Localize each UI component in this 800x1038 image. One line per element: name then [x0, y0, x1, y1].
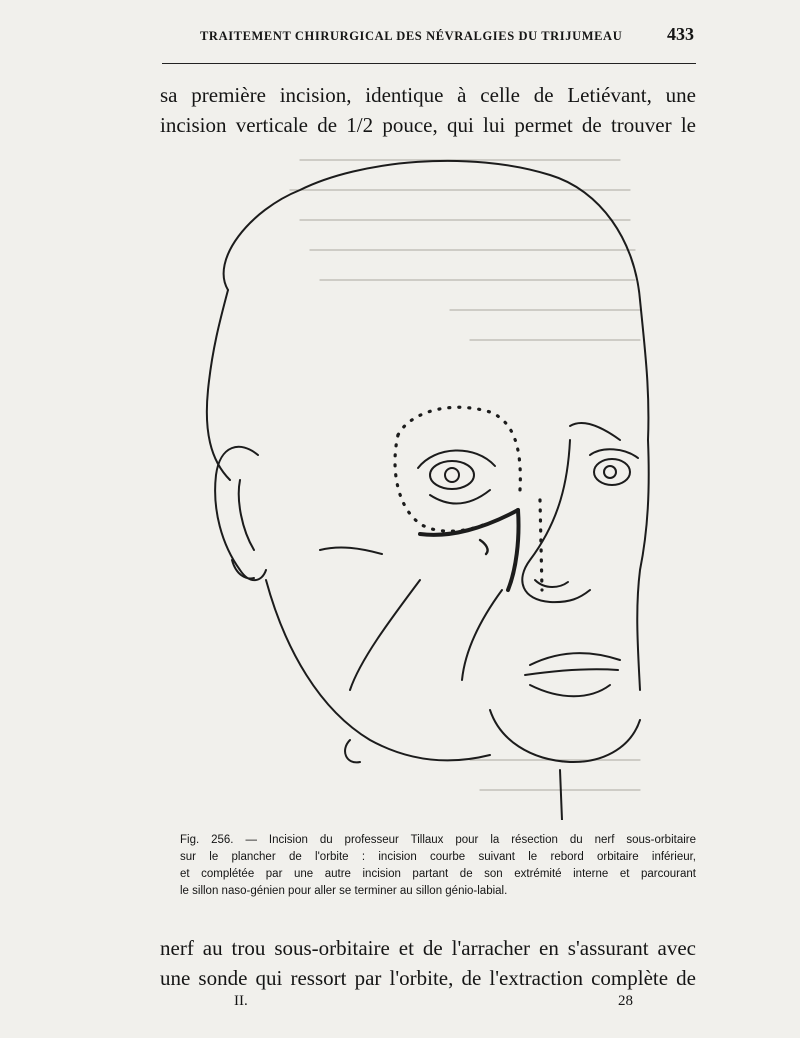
caption-line: Fig. 256. — Incision du professeur Tillaux pour la résection du nerf sous-orbitaire	[180, 834, 696, 846]
nose-bridge	[522, 440, 590, 602]
figure-caption	[180, 832, 696, 900]
face-drawing	[150, 150, 670, 820]
infraorbital-foramen	[480, 540, 488, 554]
jaw-line	[266, 580, 490, 760]
text-line: nerf au trou sous-orbitaire et de l'arracher en s'assurant avec	[160, 936, 696, 960]
incision-nasogenian	[508, 510, 519, 590]
running-title: TRAITEMENT CHIRURGICAL DES NÉVRALGIES DU TRIJUMEAU	[200, 29, 623, 43]
signature-number: 28	[618, 993, 633, 1009]
figure-illustration	[150, 150, 670, 820]
text-line: incision verticale de 1/2 pouce, qui lui permet de trouver le	[160, 113, 696, 137]
iris-near	[445, 468, 459, 482]
eye-far	[594, 459, 630, 485]
caption-line: le sillon naso-génien pour aller se terminer au sillon génio-labial.	[180, 885, 508, 897]
temple-line	[320, 547, 382, 554]
eye-far-lid	[590, 449, 638, 458]
naso-labial	[462, 590, 502, 680]
incision-orbital	[420, 510, 518, 535]
text-line: sa première incision, identique à celle de Letiévant, une	[160, 83, 696, 107]
upper-lip	[530, 653, 620, 665]
skull-outline	[224, 161, 649, 440]
ear-inner	[239, 480, 254, 550]
nostril	[535, 580, 568, 587]
caption-line: et complétée par une autre incision partant de son extrémité interne et parcourant	[180, 868, 696, 880]
cheek-line	[637, 440, 648, 690]
page-number: 433	[667, 24, 694, 44]
chin	[490, 710, 640, 762]
header-rule	[162, 63, 696, 64]
text-line: une sonde qui ressort par l'orbite, de l'extraction complète de	[160, 966, 696, 990]
body-text-bottom	[160, 933, 696, 993]
lower-lip	[530, 685, 610, 696]
eye-near-lid	[418, 450, 495, 468]
signature-mark: II.	[234, 993, 248, 1009]
mouth-line	[525, 669, 618, 675]
orbit-dotted-lower	[395, 435, 490, 531]
eye-near	[430, 461, 474, 489]
body-text-top	[160, 80, 696, 140]
iris-far	[604, 466, 616, 478]
neck-fold	[345, 740, 360, 762]
eye-near-bag	[430, 490, 490, 504]
neck-line	[560, 770, 562, 820]
caption-line: sur le plancher de l'orbite : incision courbe suivant le rebord orbitaire inférieur,	[180, 851, 696, 863]
running-header	[164, 22, 694, 50]
brow-ridge	[570, 423, 620, 440]
cheek-fold	[350, 580, 420, 690]
